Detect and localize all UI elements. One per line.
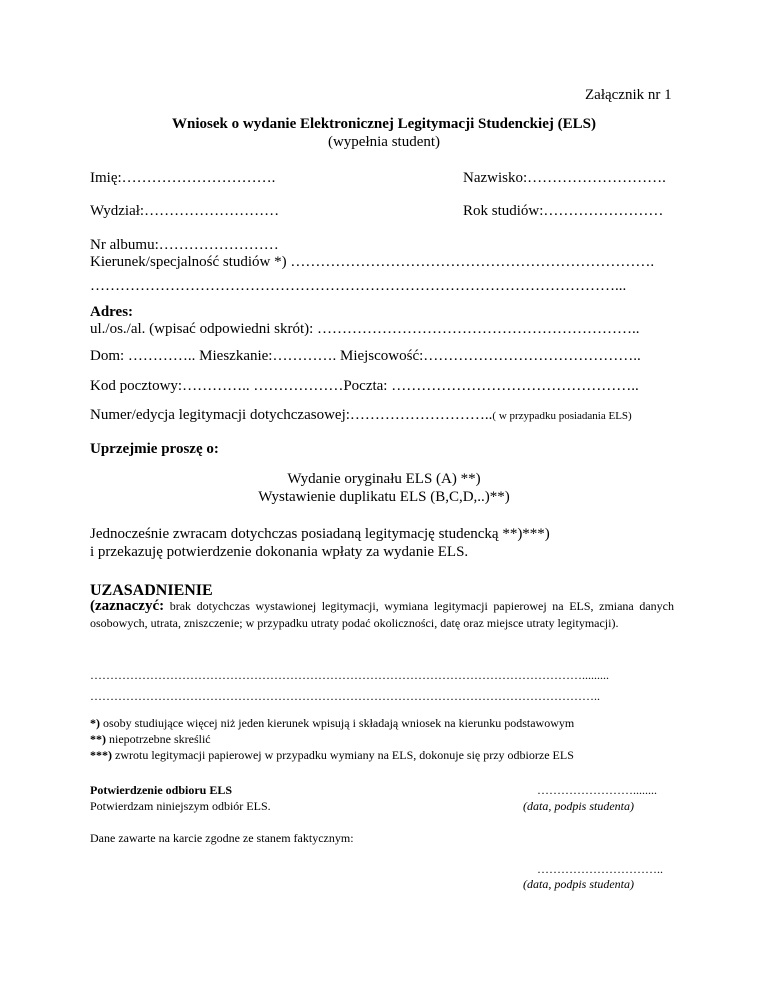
annex-label: Załącznik nr 1 <box>585 87 672 103</box>
justification-line-1[interactable]: ……………………………………………………………………………………………………………......... <box>90 668 609 682</box>
request-label: Uprzejmie proszę o: <box>90 441 219 457</box>
album-number-field[interactable]: Nr albumu:…………………… <box>90 237 279 253</box>
form-title: Wniosek o wydanie Elektronicznej Legitymacji Studenckiej (ELS) <box>172 116 596 132</box>
footnote-1-mark: *) <box>90 716 100 730</box>
data-statement: Dane zawarte na karcie zgodne ze stanem faktycznym: <box>90 831 354 845</box>
address-heading: Adres: <box>90 304 134 320</box>
justification-lead: (zaznaczyć: <box>90 598 165 614</box>
receipt-confirmation-heading: Potwierdzenie odbioru ELS <box>90 783 233 797</box>
footnote-3-text: zwrotu legitymacji papierowej w przypadku wymiany na ELS, dokonuje się przy odbiorze ELS <box>115 748 574 762</box>
street-field[interactable]: ul./os./al. (wpisać odpowiedni skrót): ……………………………………………………….. <box>90 321 640 337</box>
footnote-3-mark: ***) <box>90 748 112 762</box>
justification-instructions <box>90 598 674 632</box>
house-city-field[interactable]: Dom: ………….. Mieszkanie:…………. Miejscowość:…………………………………….. <box>90 348 641 364</box>
first-name-field[interactable]: Imię:…………………………. <box>90 170 276 186</box>
postal-code-field[interactable]: Kod pocztowy:………….. ………………Poczta: ………………………………………….. <box>90 378 639 394</box>
footnote-1-text: osoby studiujące więcej niż jeden kierunek wpisują i składają wniosek na kierunku podstawowym <box>103 716 575 730</box>
receipt-confirmation-text: Potwierdzam niniejszym odbiór ELS. <box>90 799 271 813</box>
major-field[interactable]: Kierunek/specjalność studiów *) ………………………………………………………………. <box>90 254 655 270</box>
footnote-2-text: niepotrzebne skreślić <box>109 732 211 746</box>
return-statement-line2: i przekazuję potwierdzenie dokonania wpłaty za wydanie ELS. <box>90 544 469 560</box>
signature-label-2: (data, podpis studenta) <box>523 877 634 891</box>
signature-line-2[interactable]: ………………………….. <box>537 862 663 876</box>
option-original-els[interactable]: Wydanie oryginału ELS (A) **) <box>287 471 481 487</box>
card-number-field[interactable]: Numer/edycja legitymacji dotychczasowej:……………………….. <box>90 407 493 423</box>
justification-line-2[interactable]: ……………………………………………………………………………………………………………….. <box>90 689 600 703</box>
return-statement-line1: Jednocześnie zwracam dotychczas posiadaną legitymację studencką **)***) <box>90 526 550 542</box>
card-number-row <box>90 406 632 425</box>
justification-heading: UZASADNIENIE <box>90 582 213 599</box>
footnote-2 <box>90 732 211 747</box>
last-name-field[interactable]: Nazwisko:………………………. <box>463 170 666 186</box>
option-duplicate-els[interactable]: Wystawienie duplikatu ELS (B,C,D,..)**) <box>258 489 510 505</box>
signature-label-1: (data, podpis studenta) <box>523 799 634 813</box>
faculty-field[interactable]: Wydział:……………………… <box>90 203 280 219</box>
study-year-field[interactable]: Rok studiów:…………………… <box>463 203 664 219</box>
footnote-2-mark: **) <box>90 732 106 746</box>
signature-line-1[interactable]: ……………………........ <box>537 783 657 797</box>
card-number-note: ( w przypadku posiadania ELS) <box>492 410 632 422</box>
justification-text: brak dotychczas wystawionej legitymacji, wymiana legitymacji papierowej na ELS, zmiana danych osobowych, utrata, zniszczenie; w przypadku utraty podać okoliczności, datę oraz miejsce utraty legitymacji). <box>90 599 674 630</box>
major-field-continuation[interactable]: ……………………………………………………………………………………………... <box>90 278 627 294</box>
footnote-1 <box>90 716 574 731</box>
form-subtitle: (wypełnia student) <box>327 134 441 150</box>
footnote-3 <box>90 748 574 763</box>
